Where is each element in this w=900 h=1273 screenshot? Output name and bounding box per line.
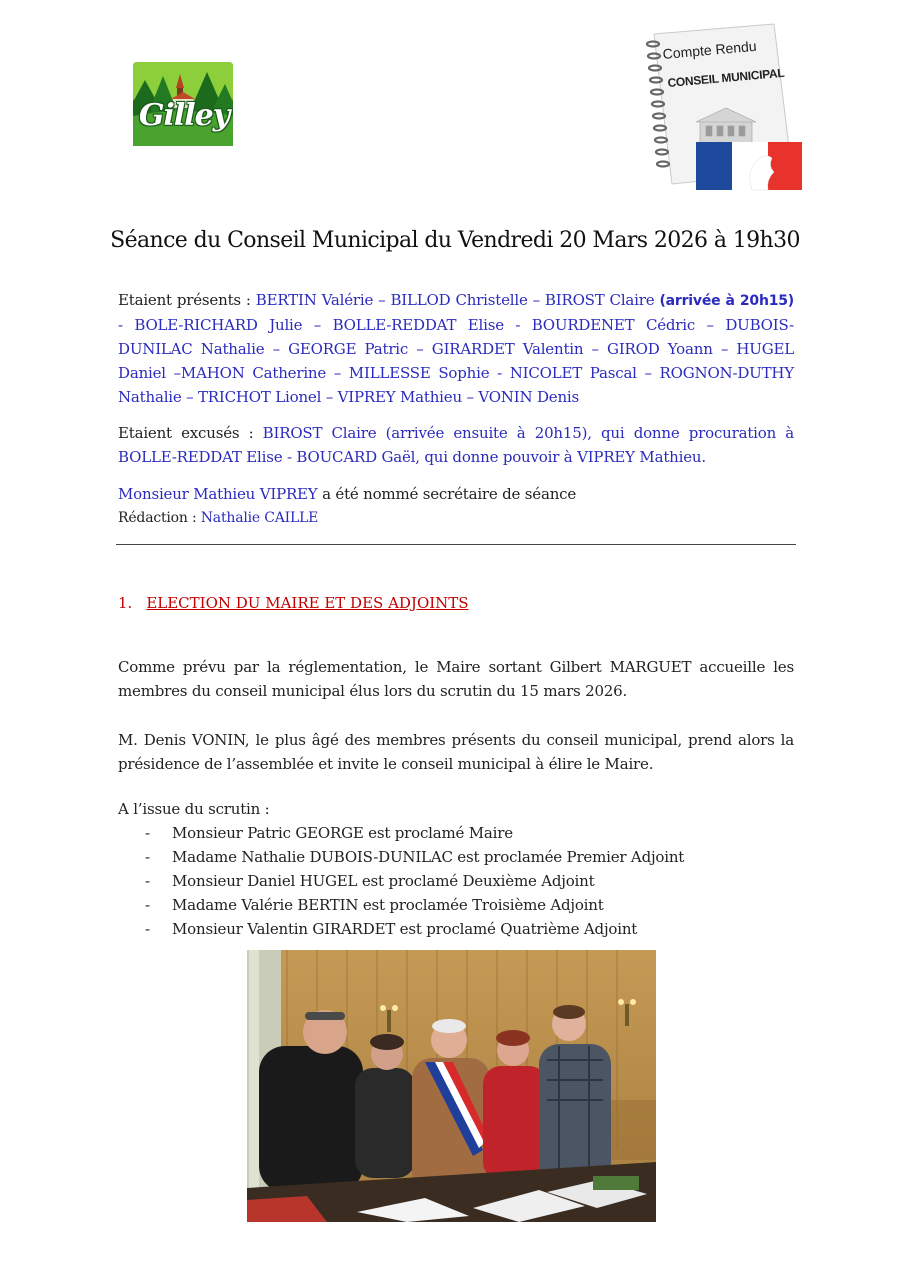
list-item [145,893,684,917]
result-text: Monsieur Daniel HUGEL est proclamé Deuxième Adjoint [172,872,595,890]
redaction-line [118,506,794,530]
paragraph-intro-1: Comme prévu par la réglementation, le Maire sortant Gilbert MARGUET accueille les membres du conseil municipal élus lors du scrutin du 15 mars 2026. [118,658,794,700]
section-number: 1. [118,594,133,612]
list-item [145,869,684,893]
paragraph-intro-2: M. Denis VONIN, le plus âgé des membres présents du conseil municipal, prend alors la présidence de l’assemblée et invite le conseil municipal à élire le Maire. [118,731,794,773]
list-dash: - [145,824,150,842]
list-dash: - [145,872,150,890]
logo-wordmark: Gilley [138,98,230,133]
list-dash: - [145,920,150,938]
badge-line-compte-rendu: Compte Rendu [662,37,758,62]
paragraph-issue: A l’issue du scrutin : [118,800,270,818]
list-item [145,917,684,941]
secretary-line [118,482,794,506]
divider [116,544,796,545]
list-item [145,845,684,869]
attendees-excused [118,421,794,469]
result-text: Monsieur Patric GEORGE est proclamé Maire [172,824,513,842]
section-heading [118,594,469,612]
result-text: Madame Valérie BERTIN est proclamée Troisième Adjoint [172,896,604,914]
redaction-name: Nathalie CAILLE [200,510,319,526]
present-label: Etaient présents : [118,291,256,309]
section-title: ELECTION DU MAIRE ET DES ADJOINTS [146,594,469,612]
present-names-1: BERTIN Valérie – BILLOD Christelle – BIROST Claire [255,291,660,309]
result-text: Monsieur Valentin GIRARDET est proclamé Quatrième Adjoint [172,920,638,938]
excused-text: BIROST Claire (arrivée ensuite à 20h15), qui donne procuration à BOLLE-REDDAT Elise - BOUCARD Gaël, qui donne pouvoir à VIPREY Mathieu. [118,424,794,466]
present-arrival-note: (arrivée à 20h15) [659,293,795,309]
secretary-text: a été nommé secrétaire de séance [317,485,577,503]
list-item [145,821,684,845]
page-title: Séance du Conseil Municipal du Vendredi 20 Mars 2026 à 19h30 [110,228,800,253]
list-dash: - [145,896,150,914]
present-names-2: - BOLE-RICHARD Julie – BOLLE-REDDAT Elise - BOURDENET Cédric – DUBOIS-DUNILAC Nathalie – GEORGE Patric – GIRARDET Valentin – GIROD Yoann – HUGEL Daniel –MAHON Catherine – MILLESSE Sophie - NICOLET Pascal – ROGNON-DUTHY Nathalie – TRICHOT Lionel – VIPREY Mathieu – VONIN Denis [118,316,794,406]
secretary-name: Monsieur Mathieu VIPREY [118,485,318,503]
redaction-label: Rédaction : [118,510,201,526]
election-results-list [145,821,684,941]
attendees-present [118,288,794,409]
group-photo [247,950,656,1222]
list-dash: - [145,848,150,866]
badge-line-conseil-municipal: CONSEIL MUNICIPAL [667,65,785,90]
result-text: Madame Nathalie DUBOIS-DUNILAC est proclamée Premier Adjoint [172,848,685,866]
excused-label: Etaient excusés : [118,424,263,442]
